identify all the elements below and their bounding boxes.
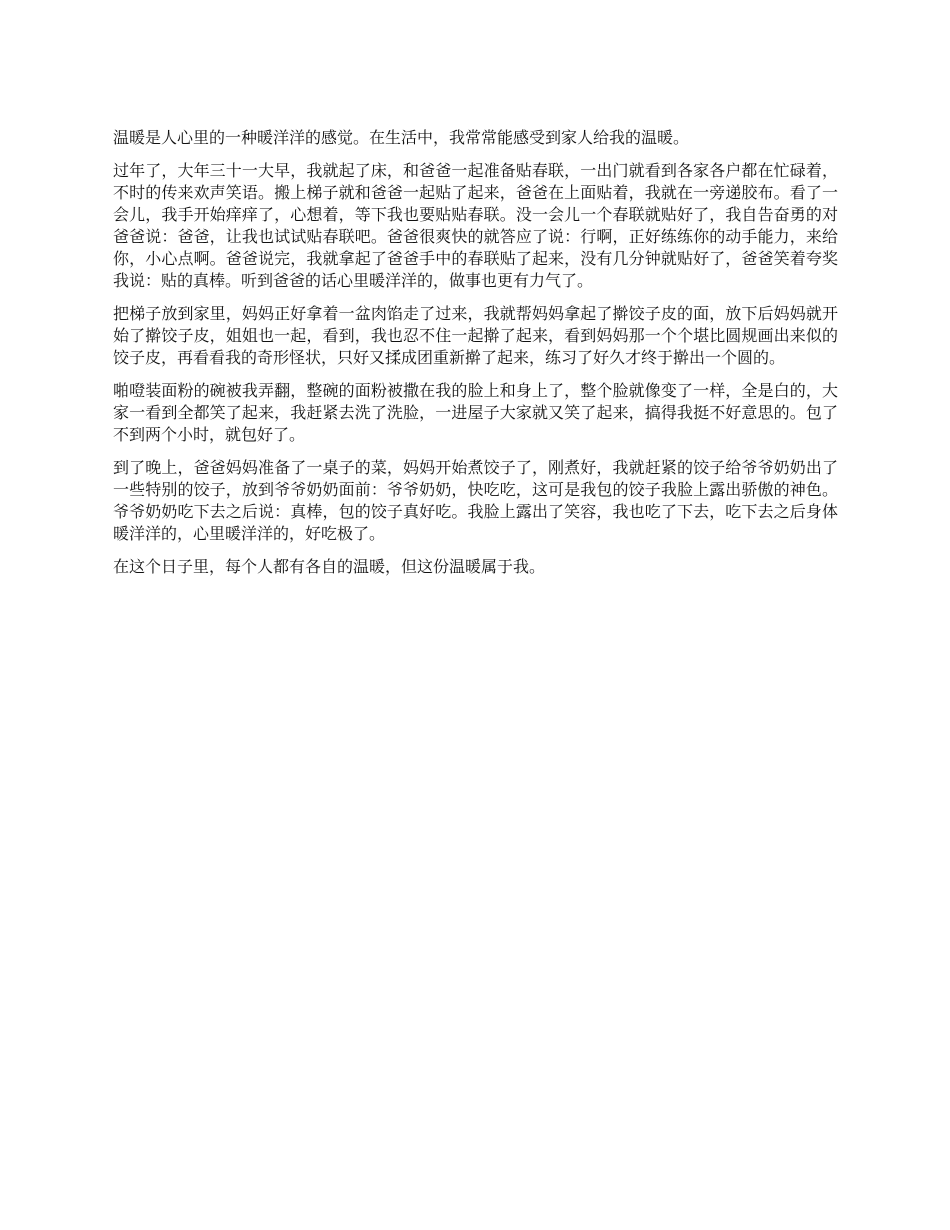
paragraph-intro: 温暖是人心里的一种暖洋洋的感觉。在生活中，我常常能感受到家人给我的温暖。: [113, 128, 690, 147]
paragraph-dumpling-wrappers: 把梯子放到家里，妈妈正好拿着一盆肉馅走了过来，我就帮妈妈拿起了擀饺子皮的面，放下后妈妈就开始了擀饺子皮，姐姐也一起，看到，我也忍不住一起擀了起来，看到妈妈那一个个堪比圆规画出来似的饺子皮，再看看我的奇形怪状，只好又揉成团重新擀了起来，练习了好久才终于擀出一个圆的。: [113, 304, 838, 367]
paragraph-spring-couplets: 过年了，大年三十一大早，我就起了床，和爸爸一起准备贴春联，一出门就看到各家各户都在忙碌着，不时的传来欢声笑语。搬上梯子就和爸爸一起贴了起来，爸爸在上面贴着，我就在一旁递胶布。看了一会儿，我手开始痒痒了，心想着，等下我也要贴贴春联。没一会儿一个春联就贴好了，我自告奋勇的对爸爸说：爸爸，让我也试试贴春联吧。爸爸很爽快的就答应了说：行啊，正好练练你的动手能力，来给你，小心点啊。爸爸说完，我就拿起了爸爸手中的春联贴了起来，没有几分钟就贴好了，爸爸笑着夸奖我说：贴的真棒。听到爸爸的话心里暖洋洋的，做事也更有力气了。: [113, 161, 838, 290]
paragraph-flour-spill: 啪噔装面粉的碗被我弄翻，整碗的面粉被撒在我的脸上和身上了，整个脸就像变了一样，全是白的，大家一看到全都笑了起来，我赶紧去洗了洗脸，一进屋子大家就又笑了起来，搞得我挺不好意思的。包了不到两个小时，就包好了。: [113, 381, 838, 444]
document-body: [113, 127, 838, 589]
paragraph-dinner: 到了晚上，爸爸妈妈准备了一桌子的菜，妈妈开始煮饺子了，刚煮好，我就赶紧的饺子给爷爷奶奶出了一些特别的饺子，放到爷爷奶奶面前：爷爷奶奶，快吃吃，这可是我包的饺子我脸上露出骄傲的神色。爷爷奶奶吃下去之后说：真棒，包的饺子真好吃。我脸上露出了笑容，我也吃了下去，吃下去之后身体暖洋洋的，心里暖洋洋的，好吃极了。: [113, 458, 838, 543]
paragraph-conclusion: 在这个日子里，每个人都有各自的温暖，但这份温暖属于我。: [113, 557, 546, 576]
